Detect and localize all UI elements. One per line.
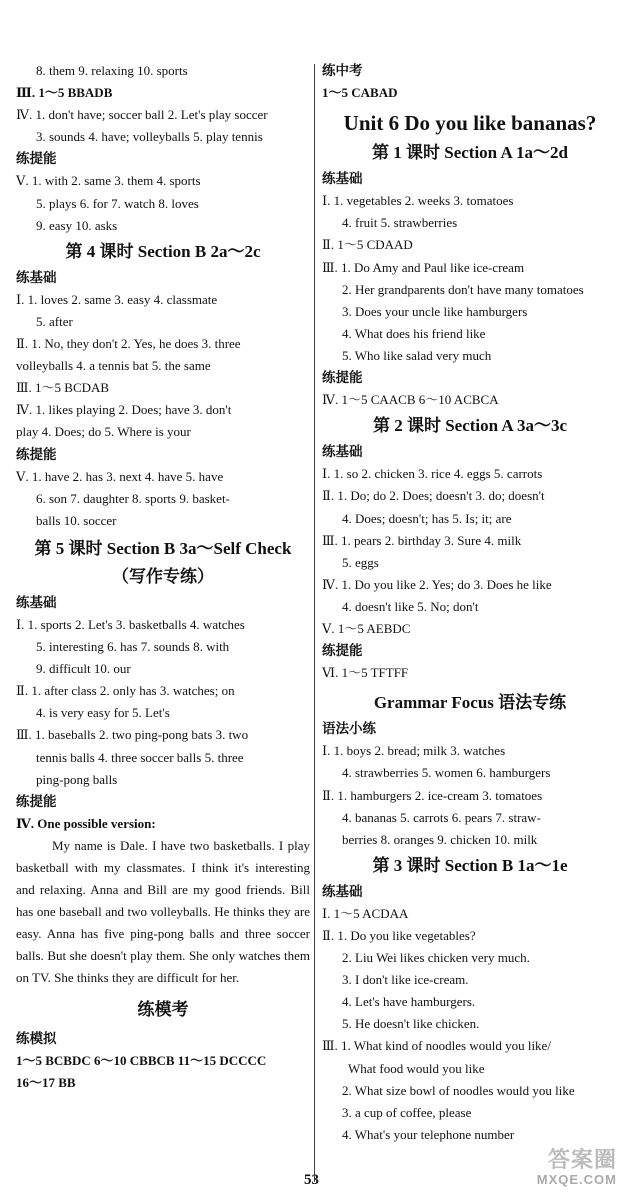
answer-list xyxy=(322,82,618,104)
answer-line: Ⅲ. 1. Do Amy and Paul like ice-cream xyxy=(322,259,525,275)
answer-line: Ⅲ. 1～5 BBADB xyxy=(16,85,113,101)
section-heading: 练提能 xyxy=(322,370,363,386)
answer-line: Ⅰ. 1. boys 2. bread; milk 3. watches xyxy=(322,743,506,759)
answer-line: 4. Let's have hamburgers. xyxy=(342,994,476,1010)
lesson-5-subtitle: （写作专练） xyxy=(112,566,214,586)
section-heading: 练基础 xyxy=(16,269,57,285)
answer-line: Ⅰ. 1～5 ACDAA xyxy=(322,905,409,921)
section-heading: 语法小练 xyxy=(322,721,376,737)
answer-line: Ⅱ. 1. after class 2. only has 3. watches; on xyxy=(16,683,235,699)
answer-line: 5. interesting 6. has 7. sounds 8. with xyxy=(36,639,230,655)
page-number: 53 xyxy=(304,1172,319,1188)
answer-line: 2. What size bowl of noodles would you like xyxy=(342,1082,575,1098)
answer-line: Ⅱ. 1. Do; do 2. Does; doesn't 3. do; doesn't xyxy=(322,488,545,504)
answer-line: 4. Does; doesn't; has 5. Is; it; are xyxy=(342,510,512,526)
answer-line: Ⅲ. 1. What kind of noodles would you like/ xyxy=(322,1038,551,1054)
answer-list xyxy=(16,1050,310,1094)
answer-list xyxy=(16,170,310,236)
answer-line: Ⅳ. 1～5 CAACB 6～10 ACBCA xyxy=(322,392,499,408)
answer-line: 1～5 CABAD xyxy=(322,85,398,101)
lesson-3-title: 第 3 课时 Section B 1a～1e xyxy=(372,855,568,875)
answer-line: 4. doesn't like 5. No; don't xyxy=(342,598,479,614)
column-divider xyxy=(314,64,315,1182)
answer-list xyxy=(322,662,618,684)
answer-line: 1～5 BCBDC 6～10 CBBCB 11～15 DCCCC xyxy=(16,1052,267,1068)
section-heading: 练中考 xyxy=(322,63,363,78)
lesson-5-title: 第 5 课时 Section B 3a～Self Check xyxy=(34,538,292,558)
answer-line: 5. eggs xyxy=(342,554,379,570)
section-heading: 练模拟 xyxy=(16,1030,57,1046)
answer-line: 3. a cup of coffee, please xyxy=(342,1104,472,1120)
answer-line: 4. bananas 5. carrots 6. pears 7. straw- xyxy=(342,809,541,825)
answer-line: 4. What does his friend like xyxy=(342,325,486,341)
lesson-4-title: 第 4 课时 Section B 2a～2c xyxy=(65,241,261,261)
answer-line: 4. is very easy for 5. Let's xyxy=(36,705,170,721)
answer-line: balls 10. soccer xyxy=(36,512,117,528)
answer-line: Ⅰ. 1. sports 2. Let's 3. basketballs 4. watches xyxy=(16,616,245,632)
answer-line: 5. He doesn't like chicken. xyxy=(342,1016,480,1032)
answer-line: 3. sounds 4. have; volleyballs 5. play tennis xyxy=(36,129,263,145)
answer-line: Ⅰ. 1. vegetables 2. weeks 3. tomatoes xyxy=(322,193,514,209)
answer-line: 5. plays 6. for 7. watch 8. loves xyxy=(36,195,199,211)
answer-list xyxy=(322,903,618,1146)
mock-exam-title: 练模考 xyxy=(137,999,189,1019)
unit-title: Unit 6 Do you like bananas? xyxy=(343,111,597,136)
watermark-logo xyxy=(536,1147,617,1190)
answer-list xyxy=(16,614,310,791)
lesson-1-title: 第 1 课时 Section A 1a～2d xyxy=(372,143,568,163)
answer-line: Ⅱ. 1～5 CDAAD xyxy=(322,237,413,253)
answer-line: 9. easy 10. asks xyxy=(36,217,118,233)
answer-line: 16～17 BB xyxy=(16,1074,76,1090)
section-heading: 练基础 xyxy=(322,883,363,899)
section-heading: 练基础 xyxy=(16,594,57,610)
section-heading: 练提能 xyxy=(16,793,57,809)
answer-list xyxy=(16,289,310,444)
section-heading: 练提能 xyxy=(16,151,57,167)
essay-label: Ⅳ. One possible version: xyxy=(16,815,156,831)
answer-line: Ⅴ. 1～5 AEBDC xyxy=(322,620,411,636)
section-heading: 练基础 xyxy=(322,444,363,460)
answer-line: 4. strawberries 5. women 6. hamburgers xyxy=(342,765,551,781)
answer-line: Ⅲ. 1. baseballs 2. two ping-pong bats 3. two xyxy=(16,727,249,743)
answer-line: Ⅰ. 1. so 2. chicken 3. rice 4. eggs 5. carrots xyxy=(322,466,543,482)
answer-line: Ⅵ. 1～5 TFTFF xyxy=(322,665,409,681)
answer-line: Ⅴ. 1. with 2. same 3. them 4. sports xyxy=(16,173,201,189)
answer-list xyxy=(16,466,310,532)
answer-line: Ⅳ. 1. Do you like 2. Yes; do 3. Does he like xyxy=(322,576,552,592)
sample-essay: My name is Dale. I have two basketballs. I play basketball with my classmates. I think it's interesting and relaxing. Anna and Bill are my good friends. Bill has one baseball and two volleyballs. He thinks they are easy. Anna has five ping-pong balls and three soccer balls. But she doesn't play them. She only watches them on TV. She thinks they are difficult for her. xyxy=(16,837,310,986)
answer-line: Ⅳ. 1. don't have; soccer ball 2. Let's play soccer xyxy=(16,107,268,123)
lesson-2-title: 第 2 课时 Section A 3a～3c xyxy=(372,416,568,436)
answer-line: 2. Liu Wei likes chicken very much. xyxy=(342,950,530,966)
right-column xyxy=(322,60,618,1146)
answer-line: 3. Does your uncle like hamburgers xyxy=(342,303,528,319)
answer-line: tennis balls 4. three soccer balls 5. three xyxy=(36,749,244,765)
answer-list xyxy=(322,463,618,640)
watermark-text: 答案圈 xyxy=(547,1147,617,1172)
answer-line: Ⅲ. 1. pears 2. birthday 3. Sure 4. milk xyxy=(322,532,522,548)
answer-line: 5. Who like salad very much xyxy=(342,347,492,363)
answer-line: 3. I don't like ice-cream. xyxy=(342,972,469,988)
answer-line: 5. after xyxy=(36,313,73,329)
section-heading: 练提能 xyxy=(322,643,363,659)
answer-line: volleyballs 4. a tennis bat 5. the same xyxy=(16,358,211,374)
answer-line: 6. son 7. daughter 8. sports 9. basket- xyxy=(36,490,230,506)
answer-line: ping-pong balls xyxy=(36,771,118,787)
answer-line: Ⅳ. 1. likes playing 2. Does; have 3. don't xyxy=(16,402,232,418)
answer-line: Ⅰ. 1. loves 2. same 3. easy 4. classmate xyxy=(16,291,218,307)
answer-list xyxy=(322,740,618,850)
answer-line: Ⅲ. 1～5 BCDAB xyxy=(16,380,110,396)
watermark-url: MXQE.COM xyxy=(536,1172,617,1187)
answer-line: 9. difficult 10. our xyxy=(36,661,131,677)
answer-line: 4. fruit 5. strawberries xyxy=(342,215,458,231)
answer-line: 2. Her grandparents don't have many tomatoes xyxy=(342,281,584,297)
answer-line: Ⅱ. 1. Do you like vegetables? xyxy=(322,928,476,943)
answer-line: Ⅱ. 1. hamburgers 2. ice-cream 3. tomatoes xyxy=(322,787,543,803)
answer-line: Ⅴ. 1. have 2. has 3. next 4. have 5. have xyxy=(16,468,224,484)
section-heading: 练提能 xyxy=(16,446,57,462)
answer-line: play 4. Does; do 5. Where is your xyxy=(16,424,191,440)
answer-list xyxy=(322,389,618,411)
answer-line: Ⅱ. 1. No, they don't 2. Yes, he does 3. three xyxy=(16,336,241,352)
answer-line: 8. them 9. relaxing 10. sports xyxy=(36,63,188,78)
answer-list xyxy=(322,190,618,367)
answer-line: 4. What's your telephone number xyxy=(342,1126,515,1142)
answer-line: What food would you like xyxy=(348,1060,485,1076)
answer-line: berries 8. oranges 9. chicken 10. milk xyxy=(342,831,538,847)
grammar-focus-title: Grammar Focus 语法专练 xyxy=(373,693,567,713)
left-column xyxy=(16,60,310,1094)
left-intro xyxy=(16,60,310,148)
section-heading: 练基础 xyxy=(322,171,363,187)
